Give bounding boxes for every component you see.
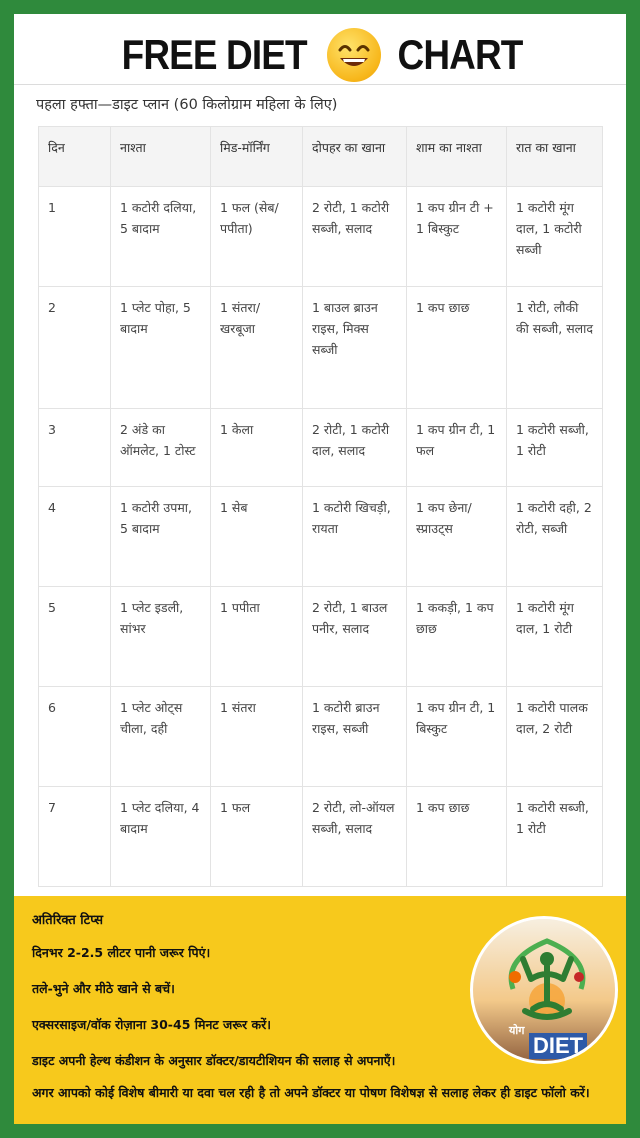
table-row (39, 409, 603, 487)
table-cell: 1 कटोरी मूंग दाल, 1 कटोरी सब्जी (507, 187, 603, 287)
table-cell: 1 कटोरी ब्राउन राइस, सब्जी (303, 687, 407, 787)
tip-item: दिनभर 2-2.5 लीटर पानी जरूर पिएं। (32, 945, 211, 960)
title-right: CHART (397, 31, 523, 78)
table-cell: 1 संतरा/खरबूजा (211, 287, 303, 409)
table-row (39, 787, 603, 887)
table-cell: 2 रोटी, लो-ऑयल सब्जी, सलाद (303, 787, 407, 887)
table-cell: 1 प्लेट ओट्स चीला, दही (111, 687, 211, 787)
table-cell: 1 प्लेट पोहा, 5 बादाम (111, 287, 211, 409)
table-cell: 1 कटोरी सब्जी, 1 रोटी (507, 787, 603, 887)
table-cell: 1 कटोरी मूंग दाल, 1 रोटी (507, 587, 603, 687)
table-cell: 1 कप ग्रीन टी, 1 बिस्कुट (407, 687, 507, 787)
table-cell: 1 सेब (211, 487, 303, 587)
table-cell: 6 (39, 687, 111, 787)
table-row (39, 687, 603, 787)
page-title (14, 24, 626, 86)
table-cell: 1 कप छाछ (407, 787, 507, 887)
header-dinner: रात का खाना (507, 127, 603, 187)
diet-table (38, 126, 603, 887)
table-cell: 1 बाउल ब्राउन राइस, मिक्स सब्जी (303, 287, 407, 409)
table-cell: 2 अंडे का ऑमलेट, 1 टोस्ट (111, 409, 211, 487)
table-row (39, 587, 603, 687)
table-cell: 1 कप ग्रीन टी + 1 बिस्कुट (407, 187, 507, 287)
logo-text-bottom: DIET (529, 1033, 587, 1059)
tip-item: डाइट अपनी हेल्थ कंडीशन के अनुसार डॉक्टर/डायटीशियन की सलाह से अपनाएँ। (32, 1053, 396, 1068)
table-cell: 1 प्लेट दलिया, 4 बादाम (111, 787, 211, 887)
tip-item: अगर आपको कोई विशेष बीमारी या दवा चल रही है तो अपने डॉक्टर या पोषण विशेषज्ञ से सलाह लेकर ही डाइट फॉलो करें। (32, 1085, 590, 1100)
table-cell: 1 कटोरी उपमा, 5 बादाम (111, 487, 211, 587)
table-row (39, 187, 603, 287)
logo-text-top: योग (509, 1024, 525, 1037)
diet-table-container (38, 126, 602, 887)
table-cell: 1 कटोरी खिचड़ी, रायता (303, 487, 407, 587)
title-divider (14, 84, 626, 85)
header-evening-snack: शाम का नाश्ता (407, 127, 507, 187)
table-cell: 1 कटोरी पालक दाल, 2 रोटी (507, 687, 603, 787)
table-cell: 1 कप छेना/स्प्राउट्स (407, 487, 507, 587)
table-cell: 1 कटोरी दही, 2 रोटी, सब्जी (507, 487, 603, 587)
header-breakfast: नाश्ता (111, 127, 211, 187)
tip-item: तले-भुने और मीठे खाने से बचें। (32, 981, 175, 996)
table-cell: 1 पपीता (211, 587, 303, 687)
extra-tips-section (14, 896, 626, 1124)
table-row (39, 487, 603, 587)
table-cell: 1 प्लेट इडली, सांभर (111, 587, 211, 687)
header-day: दिन (39, 127, 111, 187)
table-row (39, 287, 603, 409)
diet-chart-page (14, 14, 626, 1124)
table-header-row (39, 127, 603, 187)
table-cell: 1 (39, 187, 111, 287)
header-lunch: दोपहर का खाना (303, 127, 407, 187)
header-mid-morning: मिड-मॉर्निंग (211, 127, 303, 187)
table-cell: 1 कटोरी दलिया, 5 बादाम (111, 187, 211, 287)
table-cell: 4 (39, 487, 111, 587)
table-cell: 2 रोटी, 1 कटोरी दाल, सलाद (303, 409, 407, 487)
table-cell: 1 संतरा (211, 687, 303, 787)
table-cell: 2 (39, 287, 111, 409)
table-cell: 1 कप ग्रीन टी, 1 फल (407, 409, 507, 487)
table-cell: 1 फल (सेब/पपीता) (211, 187, 303, 287)
table-cell: 5 (39, 587, 111, 687)
yoga-diet-logo (470, 916, 618, 1064)
table-cell: 2 रोटी, 1 बाउल पनीर, सलाद (303, 587, 407, 687)
table-cell: 1 कटोरी सब्जी, 1 रोटी (507, 409, 603, 487)
plan-subtitle: पहला हफ्ता—डाइट प्लान (60 किलोग्राम महिला के लिए) (36, 97, 338, 113)
table-cell: 1 केला (211, 409, 303, 487)
table-cell: 1 कप छाछ (407, 287, 507, 409)
tip-item: एक्सरसाइज/वॉक रोज़ाना 30-45 मिनट जरूर करें। (32, 1017, 271, 1032)
table-cell: 3 (39, 409, 111, 487)
table-cell: 1 रोटी, लौकी की सब्जी, सलाद (507, 287, 603, 409)
table-cell: 1 फल (211, 787, 303, 887)
tips-heading: अतिरिक्त टिप्स (32, 913, 104, 928)
title-left: FREE DIET (121, 31, 307, 78)
smiling-face-icon (327, 28, 381, 82)
table-cell: 7 (39, 787, 111, 887)
table-cell: 2 रोटी, 1 कटोरी सब्जी, सलाद (303, 187, 407, 287)
table-cell: 1 ककड़ी, 1 कप छाछ (407, 587, 507, 687)
